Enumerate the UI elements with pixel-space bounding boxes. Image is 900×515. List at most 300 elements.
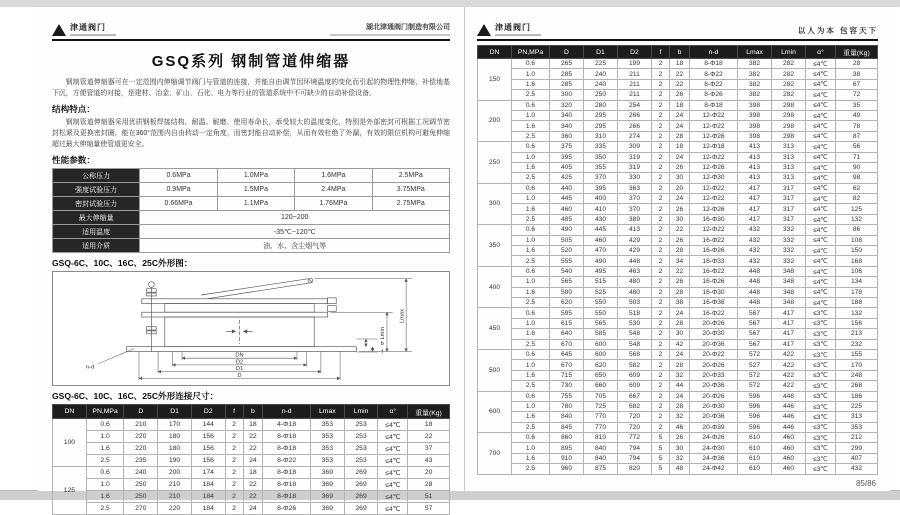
table-cell: 28 — [670, 318, 690, 328]
table-cell: 51 — [408, 491, 450, 503]
perf-value: 1.1MPa — [217, 197, 294, 211]
column-header: n-d — [263, 405, 311, 419]
table-cell: 572 — [738, 349, 772, 359]
table-cell: 24 — [670, 349, 690, 359]
table-cell: 1.6 — [86, 491, 124, 503]
table-cell: 1.6 — [512, 287, 550, 297]
table-cell: 350 — [584, 152, 618, 162]
table-cell: 960 — [550, 464, 584, 474]
table-cell: 2 — [652, 90, 670, 100]
column-header: b — [243, 405, 263, 419]
table-cell: 682 — [618, 401, 652, 411]
column-header: 重量(Kg) — [408, 405, 450, 419]
dimensions-table-right — [477, 45, 878, 475]
table-cell: 4-Φ18 — [263, 419, 311, 431]
table-cell: 2 — [652, 162, 670, 172]
table-cell: 8-Φ18 — [263, 479, 311, 491]
table-cell: 22 — [670, 69, 690, 79]
table-cell: 125 — [836, 204, 878, 214]
table-cell: 2 — [652, 173, 670, 183]
table-cell: 12-Φ26 — [690, 204, 738, 214]
table-cell: 87 — [836, 131, 878, 141]
table-cell: 2 — [652, 152, 670, 162]
table-cell: 156 — [191, 455, 225, 467]
table-cell: 210 — [158, 479, 192, 491]
table-cell: 2 — [652, 59, 670, 69]
table-cell: 2 — [652, 422, 670, 432]
table-cell: 20-Φ26 — [690, 391, 738, 401]
table-cell: 2 — [652, 131, 670, 141]
table-cell: 417 — [738, 194, 772, 204]
table-cell: 106 — [836, 266, 878, 276]
table-cell: 650 — [584, 370, 618, 380]
table-cell: 26 — [670, 277, 690, 287]
table-cell: ≤3℃ — [806, 381, 836, 391]
dn-cell: 200 — [478, 100, 512, 142]
table-cell: 2 — [225, 431, 243, 443]
table-cell: 16-Φ33 — [690, 256, 738, 266]
table-cell: 16-Φ22 — [690, 235, 738, 245]
table-cell: 460 — [772, 464, 806, 474]
table-cell: 8-Φ26 — [690, 90, 738, 100]
table-cell: 82 — [836, 194, 878, 204]
column-header: D2 — [618, 46, 652, 59]
column-header: b — [670, 46, 690, 59]
table-cell: 38 — [836, 69, 878, 79]
table-cell: 446 — [772, 422, 806, 432]
table-cell: 313 — [772, 162, 806, 172]
column-header: D — [124, 405, 158, 419]
table-cell: 410 — [584, 204, 618, 214]
column-header: Lmin — [772, 46, 806, 59]
table-cell: 24 — [670, 194, 690, 204]
table-cell: 460 — [772, 443, 806, 453]
table-cell: 596 — [738, 412, 772, 422]
table-cell: 155 — [836, 349, 878, 359]
dn-cell: 600 — [478, 391, 512, 433]
table-cell: 18 — [408, 419, 450, 431]
table-cell: 413 — [738, 162, 772, 172]
table-cell: 340 — [550, 121, 584, 131]
table-cell: 620 — [584, 360, 618, 370]
table-cell: 503 — [618, 297, 652, 307]
table-cell: 26 — [670, 204, 690, 214]
table-cell: 1.0 — [512, 235, 550, 245]
table-cell: 540 — [550, 266, 584, 276]
table-row — [53, 479, 450, 491]
table-cell: 2 — [225, 419, 243, 431]
table-cell: 20-Φ30 — [690, 329, 738, 339]
table-cell: 417 — [738, 183, 772, 193]
table-cell: 595 — [550, 308, 584, 318]
table-cell: 446 — [772, 401, 806, 411]
column-header: PN,MPa — [512, 46, 550, 59]
table-cell: 480 — [618, 277, 652, 287]
table-cell: 610 — [738, 453, 772, 463]
table-cell: 1.0 — [512, 318, 550, 328]
triangle-logo-icon — [477, 24, 491, 36]
table-cell: 269 — [344, 467, 378, 479]
table-cell: 20-Φ22 — [690, 349, 738, 359]
table-row — [53, 431, 450, 443]
table-cell: 310 — [584, 131, 618, 141]
table-cell: ≤4℃ — [806, 214, 836, 224]
column-header: Lmax — [738, 46, 772, 59]
table-cell: 8-Φ22 — [690, 79, 738, 89]
table-cell: ≤4℃ — [378, 443, 408, 455]
b-label: b — [380, 341, 384, 348]
table-cell: 8-Φ22 — [690, 69, 738, 79]
column-header: PN,MPa — [86, 405, 124, 419]
brand-logo — [52, 24, 116, 36]
table-row — [53, 419, 450, 431]
table-cell: 266 — [618, 121, 652, 131]
table-cell: 26 — [670, 433, 690, 443]
table-cell: 20-Φ36 — [690, 381, 738, 391]
table-cell: 520 — [550, 246, 584, 256]
table-cell: 1.6 — [86, 443, 124, 455]
table-cell: ≤4℃ — [806, 162, 836, 172]
table-cell: 250 — [124, 491, 158, 503]
dn-cell: 350 — [478, 225, 512, 267]
table-cell: 295 — [584, 110, 618, 120]
table-cell: 417 — [772, 329, 806, 339]
table-cell: 370 — [618, 194, 652, 204]
table-cell: 2 — [225, 503, 243, 515]
table-cell: 353 — [310, 455, 344, 467]
table-cell: 2 — [652, 225, 670, 235]
table-row — [478, 59, 878, 69]
table-cell: 615 — [550, 318, 584, 328]
table-cell: 225 — [836, 401, 878, 411]
table-row — [478, 287, 878, 297]
table-row — [478, 214, 878, 224]
table-cell: 1.0 — [512, 277, 550, 287]
scan-edge-top — [0, 0, 900, 7]
perf-value: 0.66MPa — [140, 197, 217, 211]
table-cell: 395 — [550, 152, 584, 162]
lmax-label: Lmax — [399, 309, 406, 324]
table-cell: 565 — [584, 318, 618, 328]
d2-label: D2 — [235, 359, 244, 366]
table-cell: 24 — [670, 110, 690, 120]
table-cell: 840 — [550, 412, 584, 422]
table-cell: 400 — [584, 194, 618, 204]
table-cell: 1.0 — [512, 110, 550, 120]
table-cell: 18 — [243, 467, 263, 479]
table-row — [53, 443, 450, 455]
table-cell: 1.0 — [512, 194, 550, 204]
table-cell: 5 — [652, 433, 670, 443]
table-cell: 413 — [738, 142, 772, 152]
table-cell: 1.6 — [512, 246, 550, 256]
table-cell: 282 — [772, 69, 806, 79]
table-cell: 490 — [550, 225, 584, 235]
table-cell: 422 — [772, 349, 806, 359]
company-slogan: 以人为本 包容天下 — [797, 26, 878, 35]
table-cell: 20-Φ39 — [690, 422, 738, 432]
table-cell: 24 — [670, 308, 690, 318]
table-cell: 425 — [550, 173, 584, 183]
table-cell: 265 — [550, 59, 584, 69]
table-cell: 2.5 — [512, 173, 550, 183]
table-cell: 2 — [225, 455, 243, 467]
dn-cell: 300 — [478, 183, 512, 225]
table-cell: ≤4℃ — [378, 479, 408, 491]
table-cell: 168 — [836, 256, 878, 266]
table-cell: ≤3℃ — [806, 453, 836, 463]
table-cell: 2 — [652, 110, 670, 120]
table-cell: 2 — [652, 329, 670, 339]
table-cell: 26 — [670, 90, 690, 100]
table-cell: 144 — [191, 419, 225, 431]
table-cell: 332 — [772, 235, 806, 245]
table-row — [478, 443, 878, 453]
table-cell: ≤4℃ — [806, 204, 836, 214]
company-block — [330, 24, 450, 36]
table-cell: 20-Φ36 — [690, 412, 738, 422]
table-cell: 253 — [344, 431, 378, 443]
table-cell: 2.5 — [512, 422, 550, 432]
table-cell: ≤4℃ — [806, 69, 836, 79]
table-cell: 2.5 — [86, 455, 124, 467]
table-cell: 2 — [225, 443, 243, 455]
table-cell: 2 — [652, 360, 670, 370]
table-cell: 8-Φ18 — [263, 443, 311, 455]
table-cell: 24-Φ42 — [690, 464, 738, 474]
table-cell: 317 — [772, 194, 806, 204]
table-row — [478, 90, 878, 100]
table-cell: 43 — [408, 455, 450, 467]
table-row — [478, 329, 878, 339]
table-cell: ≤4℃ — [806, 277, 836, 287]
column-header: DN — [478, 46, 512, 59]
table-cell: ≤4℃ — [806, 266, 836, 276]
perf-value: 1.0MPa — [217, 169, 294, 183]
table-cell: 432 — [738, 256, 772, 266]
table-cell: 2 — [652, 391, 670, 401]
table-row — [478, 453, 878, 463]
table-cell: 518 — [618, 308, 652, 318]
perf-row-label: 公称压力 — [53, 169, 140, 183]
table-cell: 72 — [836, 90, 878, 100]
table-row — [478, 318, 878, 328]
table-cell: 370 — [618, 204, 652, 214]
table-cell: 568 — [618, 349, 652, 359]
dims-table-title: GSQ-6C、10C、16C、25C外形连接尺寸： — [52, 391, 219, 402]
table-cell: 285 — [550, 69, 584, 79]
table-cell: 200 — [158, 467, 192, 479]
performance-table — [52, 168, 450, 253]
table-row — [478, 131, 878, 141]
table-cell: 1.0 — [86, 431, 124, 443]
table-cell: 2.5 — [512, 297, 550, 307]
table-cell: 0.6 — [512, 349, 550, 359]
table-cell: 313 — [836, 412, 878, 422]
table-cell: 250 — [584, 90, 618, 100]
table-cell: 705 — [584, 391, 618, 401]
table-cell: 24 — [670, 391, 690, 401]
perf-row-label: 密封试验压力 — [53, 197, 140, 211]
table-cell: 22 — [408, 431, 450, 443]
table-cell: 910 — [550, 453, 584, 463]
table-cell: 448 — [738, 287, 772, 297]
column-header: DN — [53, 405, 87, 419]
table-cell: 1.0 — [512, 443, 550, 453]
table-row — [478, 349, 878, 359]
table-cell: 422 — [772, 370, 806, 380]
table-cell: 188 — [836, 297, 878, 307]
table-cell: 211 — [618, 79, 652, 89]
table-cell: 20-Φ26 — [690, 360, 738, 370]
table-cell: 340 — [550, 110, 584, 120]
table-cell: 26 — [670, 235, 690, 245]
table-cell: 432 — [738, 246, 772, 256]
table-cell: 460 — [550, 204, 584, 214]
table-cell: 720 — [618, 412, 652, 422]
table-cell: 348 — [772, 287, 806, 297]
table-cell: 600 — [584, 349, 618, 359]
table-cell: ≤3℃ — [806, 443, 836, 453]
table-cell: 24-Φ26 — [690, 433, 738, 443]
table-cell: 382 — [738, 79, 772, 89]
table-row — [478, 370, 878, 380]
table-cell: 0.6 — [512, 266, 550, 276]
table-cell: 134 — [836, 277, 878, 287]
table-cell: 2 — [652, 266, 670, 276]
table-cell: 2 — [652, 235, 670, 245]
table-cell: 98 — [836, 173, 878, 183]
table-cell: ≤3℃ — [806, 464, 836, 474]
table-cell: ≤4℃ — [806, 131, 836, 141]
table-cell: 398 — [738, 121, 772, 131]
table-cell: 1.0 — [512, 401, 550, 411]
table-cell: 430 — [584, 214, 618, 224]
table-cell: 470 — [584, 246, 618, 256]
table-cell: 2 — [652, 204, 670, 214]
table-cell: 417 — [772, 318, 806, 328]
table-row — [478, 225, 878, 235]
perf-row-label: 强度试验压力 — [53, 183, 140, 197]
perf-value: 油、水、含尘烟气等 — [140, 239, 450, 253]
table-cell: 810 — [584, 433, 618, 443]
table-cell: 610 — [738, 443, 772, 453]
nd-label: n-d — [85, 364, 95, 371]
table-cell: 422 — [772, 381, 806, 391]
table-cell: 299 — [836, 443, 878, 453]
column-header: D — [550, 46, 584, 59]
table-cell: ≤4℃ — [806, 121, 836, 131]
table-cell: 269 — [344, 479, 378, 491]
table-cell: 317 — [772, 204, 806, 214]
table-cell: 319 — [618, 162, 652, 172]
table-cell: 422 — [772, 360, 806, 370]
table-cell: 895 — [550, 443, 584, 453]
table-cell: 720 — [618, 422, 652, 432]
table-cell: ≤3℃ — [806, 308, 836, 318]
table-cell: 32 — [670, 370, 690, 380]
table-cell: 253 — [344, 419, 378, 431]
perf-row — [53, 169, 450, 183]
table-cell: 280 — [584, 100, 618, 110]
table-cell: 232 — [836, 339, 878, 349]
table-cell: 2 — [225, 467, 243, 479]
table-cell: 398 — [738, 100, 772, 110]
table-cell: 840 — [584, 453, 618, 463]
table-cell: 609 — [618, 381, 652, 391]
table-cell: 67 — [836, 79, 878, 89]
table-cell: 12-Φ22 — [690, 225, 738, 235]
table-cell: 18 — [670, 59, 690, 69]
table-cell: ≤4℃ — [378, 431, 408, 443]
table-row — [478, 339, 878, 349]
table-cell: 2 — [652, 121, 670, 131]
table-cell: 596 — [738, 391, 772, 401]
brand-logo — [477, 24, 541, 36]
column-header: D1 — [158, 405, 192, 419]
table-cell: 460 — [772, 433, 806, 443]
table-row — [478, 412, 878, 422]
dn-cell: 450 — [478, 308, 512, 350]
page-header — [52, 12, 450, 41]
table-cell: 186 — [836, 391, 878, 401]
brand-name: 津通阀门 — [495, 23, 531, 32]
table-cell: 2 — [225, 491, 243, 503]
table-row — [478, 277, 878, 287]
table-cell: 86 — [836, 225, 878, 235]
table-cell: 555 — [550, 256, 584, 266]
perf-value: 2.5MPa — [372, 169, 449, 183]
table-cell: 1.6 — [512, 79, 550, 89]
perf-value: 120~200 — [140, 211, 450, 225]
table-cell: ≤4℃ — [378, 503, 408, 515]
table-cell: 0.6 — [512, 391, 550, 401]
table-cell: 2 — [652, 318, 670, 328]
table-cell: 300 — [550, 90, 584, 100]
table-cell: 212 — [836, 433, 878, 443]
table-cell: 132 — [836, 214, 878, 224]
table-cell: 725 — [584, 401, 618, 411]
d-label: D — [237, 373, 242, 380]
table-cell: 26 — [670, 162, 690, 172]
table-cell: 1.0 — [512, 360, 550, 370]
table-cell: 46 — [670, 422, 690, 432]
table-cell: 794 — [618, 453, 652, 463]
table-cell: 184 — [191, 479, 225, 491]
table-cell: 24-Φ36 — [690, 453, 738, 463]
table-cell: 582 — [618, 360, 652, 370]
table-cell: 22 — [670, 225, 690, 235]
table-cell: 34 — [670, 256, 690, 266]
table-cell: 515 — [584, 277, 618, 287]
table-cell: 370 — [584, 173, 618, 183]
table-cell: 335 — [584, 142, 618, 152]
table-cell: ≤4℃ — [378, 491, 408, 503]
table-cell: 2.5 — [512, 90, 550, 100]
table-row — [478, 401, 878, 411]
table-cell: 2 — [652, 339, 670, 349]
table-cell: 132 — [836, 308, 878, 318]
table-cell: 317 — [772, 214, 806, 224]
table-cell: 30 — [670, 173, 690, 183]
features-paragraph: 钢制管道伸缩器采用优质钢板焊接结构，耐温、耐磨、使用寿命长，承受较大的温度变化，特别是外部密封可根据工况调节密封松紧及更换密封圈，能在360°范围内自由转动一定角度，而密封能自动补偿，从而有效杜绝了外漏，有效的限位机构可避免伸缩超过最大伸缩量使管道更安全。 — [52, 119, 450, 149]
table-row — [53, 491, 450, 503]
table-header-row — [478, 46, 878, 59]
table-cell: 0.6 — [512, 308, 550, 318]
table-cell: ≤3℃ — [806, 401, 836, 411]
table-cell: 16-Φ22 — [690, 266, 738, 276]
table-cell: 12-Φ22 — [690, 194, 738, 204]
